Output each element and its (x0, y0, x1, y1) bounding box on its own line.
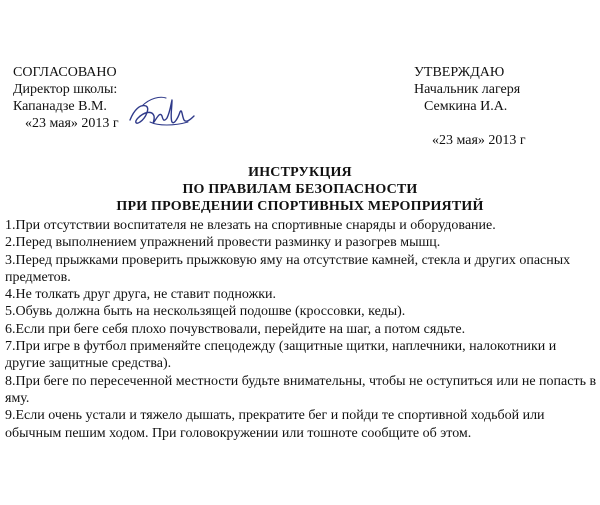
director-date: «23 мая» 2013 г (25, 116, 119, 131)
list-item: 8.При беге по пересеченной местности будьте внимательны, чтобы не оступиться или не попасть в яму. (5, 373, 597, 406)
agreed-label: СОГЛАСОВАНО (13, 65, 117, 80)
camp-head-name: Семкина И.А. (424, 99, 508, 114)
list-item: 6.Если при беге себя плохо почувствовали, перейдите на шаг, а потом сядьте. (5, 321, 466, 337)
list-item: 4.Не толкать друг друга, не ставит подножки. (5, 287, 277, 303)
title-line-1: ИНСТРУКЦИЯ (248, 165, 352, 180)
list-item: 5.Обувь должна быть на нескользящей подошве (кроссовки, кеды). (5, 304, 406, 320)
list-item: 9.Если очень устали и тяжело дышать, прекратите бег и пойди те спортивной ходьбой или обычным пешим ходом. При головокружении или тошноте сообщите об этом. (5, 408, 545, 441)
list-item: 1.При отсутствии воспитателя не влезать на спортивные снаряды и оборудование. (5, 218, 496, 233)
director-signature (124, 92, 196, 134)
title-line-2: ПО ПРАВИЛАМ БЕЗОПАСНОСТИ (182, 182, 418, 197)
director-name: Капанадзе В.М. (13, 99, 107, 114)
camp-head-position: Начальник лагеря (414, 82, 521, 97)
list-item: 7.При игре в футбол применяйте спецодежду (защитные щитки, наплечники, налокотники и другие защитные средства). (5, 339, 557, 372)
camp-head-date: «23 мая» 2013 г (432, 133, 526, 148)
list-item: 3.Перед прыжками проверить прыжковую яму на отсутствие камней, стекла и других опасных предметов. (5, 252, 571, 285)
title-line-3: ПРИ ПРОВЕДЕНИИ СПОРТИВНЫХ МЕРОПРИЯТИЙ (116, 199, 484, 214)
director-position: Директор школы: (13, 82, 118, 97)
instruction-list (5, 217, 597, 442)
approved-label: УТВЕРЖДАЮ (414, 65, 505, 80)
list-item: 2.Перед выполнением упражнений провести разминку и разогрев мышц. (5, 235, 441, 251)
